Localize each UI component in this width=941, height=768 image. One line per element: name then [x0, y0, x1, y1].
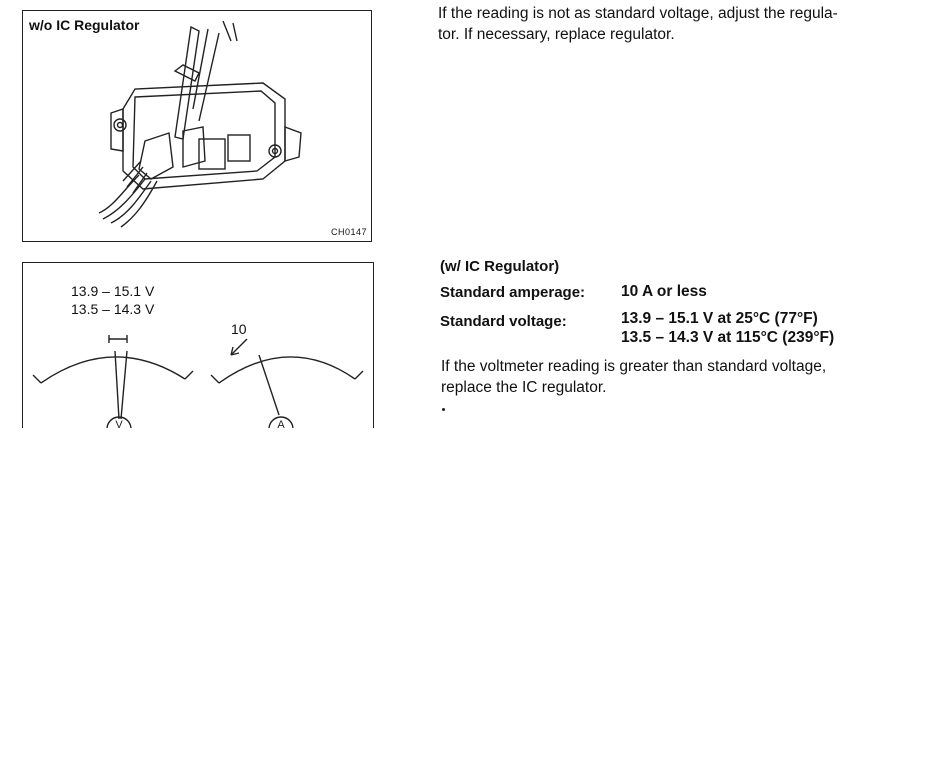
- intro-paragraph: [438, 3, 928, 45]
- figure-code: CH0147: [330, 227, 367, 237]
- intro-line-1: If the reading is not as standard voltage, adjust the regula-: [438, 5, 838, 22]
- voltage-label: Standard voltage:: [440, 313, 567, 330]
- figure-caption: w/o IC Regulator: [29, 17, 140, 33]
- stray-mark: [442, 408, 445, 411]
- replace-line-2: replace the IC regulator.: [441, 379, 607, 396]
- replace-paragraph: [441, 356, 933, 398]
- ammeter-mark: 10: [231, 321, 247, 337]
- intro-line-2: tor. If necessary, replace regulator.: [438, 26, 675, 43]
- voltage-range-low: 13.5 – 14.3 V: [71, 301, 155, 317]
- replace-line-1: If the voltmeter reading is greater than standard voltage,: [441, 358, 827, 375]
- voltage-value-1: 13.9 – 15.1 V at 25°C (77°F): [621, 310, 818, 327]
- section-heading: (w/ IC Regulator): [440, 258, 560, 275]
- voltage-range-high: 13.9 – 15.1 V: [71, 283, 155, 299]
- ammeter-letter: A: [277, 419, 285, 429]
- amperage-value: 10 A or less: [621, 283, 707, 300]
- voltmeter-letter: V: [115, 419, 123, 429]
- regulator-illustration: [23, 11, 373, 243]
- figure-meter-readings: [22, 262, 374, 428]
- amperage-label: Standard amperage:: [440, 284, 586, 301]
- figure-regulator-adjustment: [22, 10, 372, 242]
- voltage-value-2: 13.5 – 14.3 V at 115°C (239°F): [621, 329, 835, 346]
